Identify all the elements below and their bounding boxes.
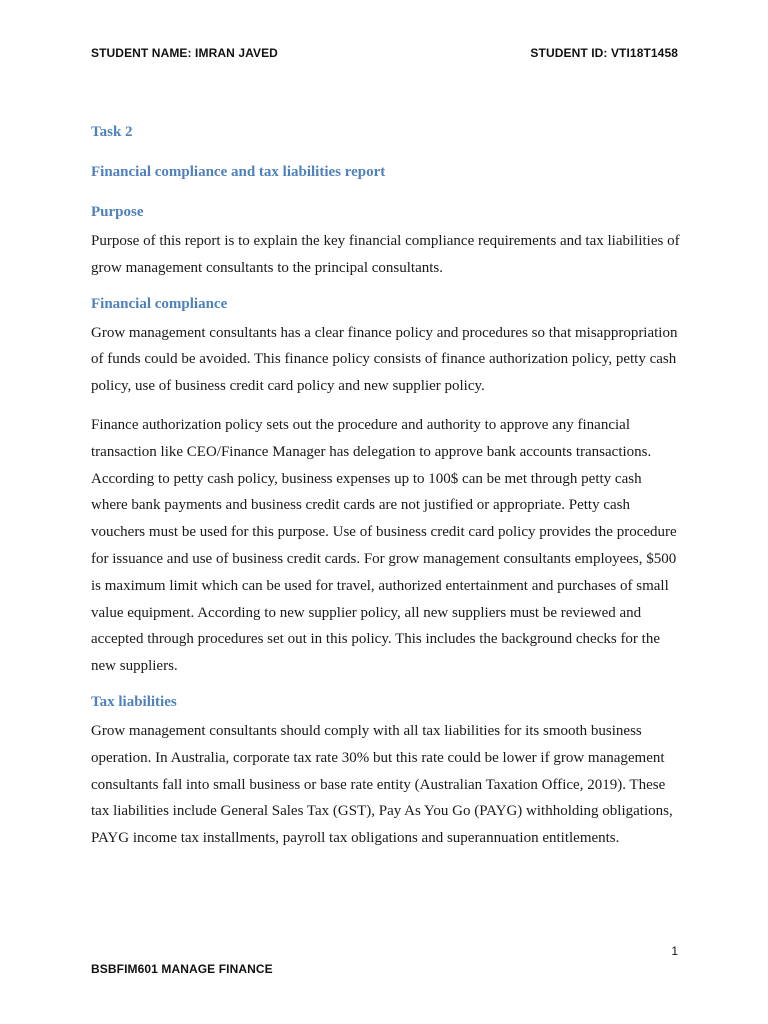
paragraph: Grow management consultants should comply with all tax liabilities for its smooth business operation. In Australia, corporate tax rate 30% but this rate could be lower if grow management consultants fall into small business or base rate entity (Australian Taxation Office, 2019). These tax liabilities include General Sales Tax (GST), Pay As You Go (PAYG) withholding obligations, PAYG income tax installments, payroll tax obligations and superannuation entitlements. (91, 722, 673, 847)
student-name: STUDENT NAME: IMRAN JAVED (91, 46, 278, 60)
section-financial-compliance (91, 294, 680, 680)
paragraph: Finance authorization policy sets out the procedure and authority to approve any financial transaction like CEO/Finance Manager has delegation to approve bank accounts transactions. According to petty cash policy, business expenses up to 100$ can be met through petty cash where bank payments and business credit cards are not justified or appropriate. Petty cash vouchers must be used for this purpose. Use of business credit card policy provides the procedure for issuance and use of business credit cards. For grow management consultants employees, $500 is maximum limit which can be used for travel, authorized entertainment and purchases of small value equipment. According to new supplier policy, all new suppliers must be reviewed and accepted through procedures set out in this policy. This includes the background checks for the new suppliers. (91, 416, 677, 675)
section-purpose (91, 202, 680, 282)
section-heading: Tax liabilities (91, 693, 177, 710)
document-body (91, 122, 680, 864)
student-id: STUDENT ID: VTI18T1458 (530, 46, 678, 60)
section-tax-liabilities (91, 692, 680, 852)
page-footer (91, 962, 678, 976)
course-code: BSBFIM601 MANAGE FINANCE (91, 962, 273, 976)
report-title: Financial compliance and tax liabilities report (91, 164, 386, 180)
page-number: 1 (671, 944, 678, 958)
section-heading: Purpose (91, 204, 144, 220)
task-heading: Task 2 (91, 124, 133, 140)
section-heading: Financial compliance (91, 295, 228, 312)
paragraph: Grow management consultants has a clear finance policy and procedures so that misappropriation of funds could be avoided. This finance policy consists of finance authorization policy, petty cash policy, use of business credit card policy and new supplier policy. (91, 324, 678, 395)
page-header (91, 46, 678, 60)
paragraph: Purpose of this report is to explain the key financial compliance requirements and tax liabilities of grow management consultants to the principal consultants. (91, 233, 680, 276)
